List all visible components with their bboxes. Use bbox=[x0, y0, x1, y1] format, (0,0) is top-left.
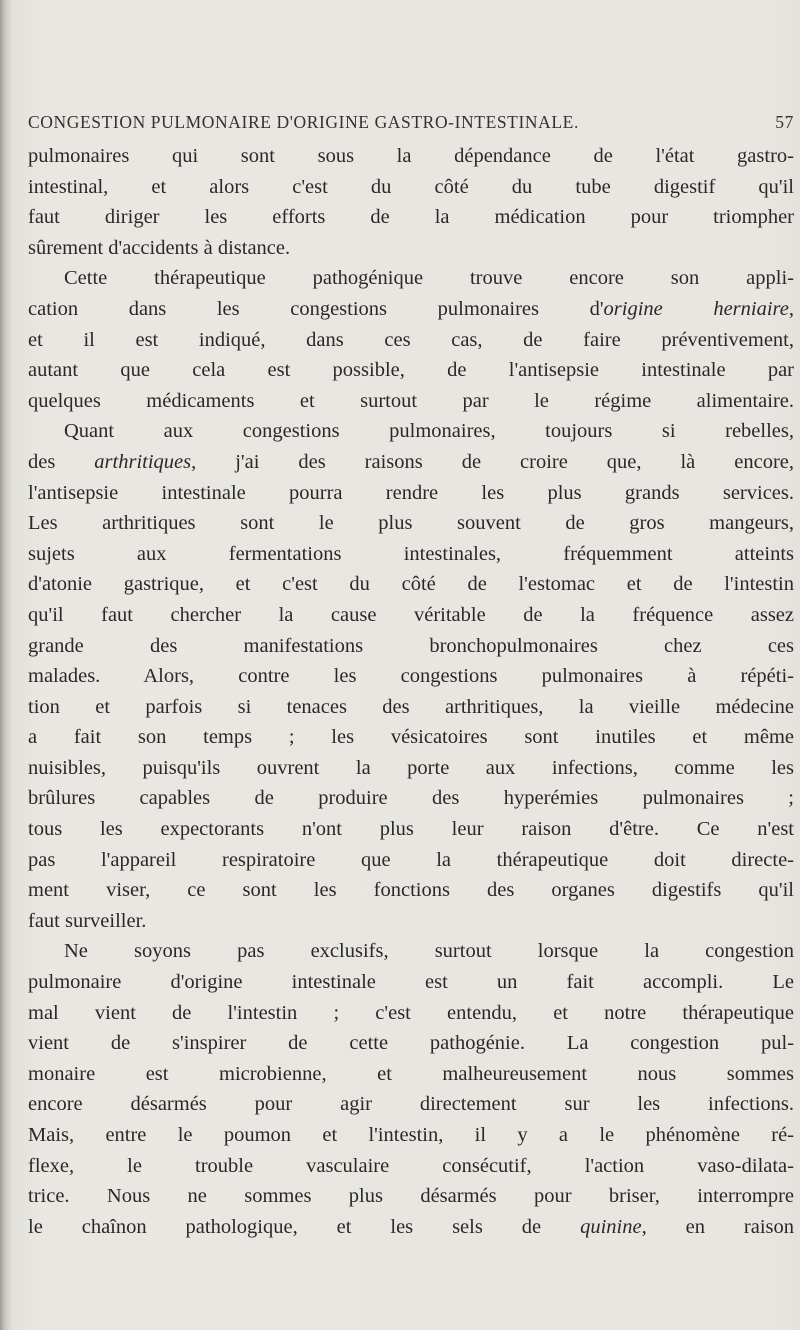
text-line: Ne soyons pas exclusifs, surtout lorsque la congestion bbox=[64, 940, 794, 963]
text-line: vient de s'inspirer de cette pathogénie. La congestion pul- bbox=[28, 1032, 794, 1055]
text-line: intestinal, et alors c'est du côté du tube digestif qu'il bbox=[28, 175, 794, 198]
text-line: grande des manifestations bronchopulmonaires chez ces bbox=[28, 634, 794, 657]
text-line: Les arthritiques sont le plus souvent de gros mangeurs, bbox=[28, 512, 794, 535]
text-line bbox=[28, 1212, 794, 1243]
text-line bbox=[28, 447, 794, 478]
text-line: pas l'appareil respiratoire que la thérapeutique doit directe- bbox=[28, 848, 794, 871]
text-line: pulmonaire d'origine intestinale est un fait accompli. Le bbox=[28, 971, 794, 994]
text-segment: , en raison bbox=[641, 1215, 794, 1238]
text-line: Mais, entre le poumon et l'intestin, il y a le phénomène ré- bbox=[28, 1124, 794, 1146]
page-number: 57 bbox=[775, 112, 794, 132]
text-segment: des bbox=[28, 450, 95, 473]
italic-term: arthritiques bbox=[94, 450, 192, 473]
text-line: nuisibles, puisqu'ils ouvrent la porte aux infections, comme les bbox=[28, 756, 794, 779]
text-line: monaire est microbienne, et malheureusement nous sommes bbox=[28, 1062, 794, 1085]
text-line: mal vient de l'intestin ; c'est entendu, et notre thérapeutique bbox=[28, 1001, 794, 1024]
text-segment: le chaînon pathologique, et les sels de bbox=[28, 1215, 581, 1238]
text-line: l'antisepsie intestinale pourra rendre les plus grands services. bbox=[28, 481, 794, 504]
text-line: tion et parfois si tenaces des arthritiques, la vieille médecine bbox=[28, 695, 794, 718]
text-line: Quant aux congestions pulmonaires, toujours si rebelles, bbox=[64, 420, 794, 443]
text-line: sûrement d'accidents à distance. bbox=[28, 236, 291, 259]
body-text bbox=[28, 141, 794, 1242]
text-line: qu'il faut chercher la cause véritable de la fréquence assez bbox=[28, 603, 794, 626]
text-line: a fait son temps ; les vésicatoires sont inutiles et même bbox=[28, 726, 794, 749]
italic-term: origine herniaire bbox=[603, 297, 789, 320]
text-line: faut surveiller. bbox=[28, 909, 147, 932]
text-segment: , bbox=[788, 297, 794, 320]
text-line: autant que cela est possible, de l'antisepsie intestinale par bbox=[28, 359, 794, 382]
text-line: quelques médicaments et surtout par le régime alimentaire. bbox=[28, 389, 794, 412]
text-line: et il est indiqué, dans ces cas, de faire préventivement, bbox=[28, 328, 794, 351]
text-line: sujets aux fermentations intestinales, fréquemment atteints bbox=[28, 542, 794, 565]
text-segment: cation dans les congestions pulmonaires d' bbox=[28, 297, 604, 320]
text-line: trice. Nous ne sommes plus désarmés pour briser, interrompre bbox=[28, 1185, 794, 1208]
text-line: tous les expectorants n'ont plus leur raison d'être. Ce n'est bbox=[28, 818, 794, 841]
text-line: flexe, le trouble vasculaire consécutif, l'action vaso-dilata- bbox=[28, 1154, 794, 1177]
text-segment: , j'ai des raisons de croire que, là encore, bbox=[191, 450, 794, 473]
running-header bbox=[28, 112, 794, 138]
text-line: d'atonie gastrique, et c'est du côté de l'estomac et de l'intestin bbox=[28, 573, 794, 596]
text-line bbox=[28, 294, 794, 325]
text-line: malades. Alors, contre les congestions pulmonaires à répéti- bbox=[28, 665, 794, 688]
text-line: faut diriger les efforts de la médication pour triompher bbox=[28, 206, 794, 229]
text-line: pulmonaires qui sont sous la dépendance de l'état gastro- bbox=[28, 145, 794, 167]
text-line: encore désarmés pour agir directement sur les infections. bbox=[28, 1093, 794, 1116]
text-line: brûlures capables de produire des hyperémies pulmonaires ; bbox=[28, 787, 794, 810]
italic-term: quinine bbox=[580, 1215, 642, 1238]
text-line: Cette thérapeutique pathogénique trouve encore son appli- bbox=[64, 267, 794, 290]
running-title: CONGESTION PULMONAIRE D'ORIGINE GASTRO-INTESTINALE. bbox=[28, 112, 579, 132]
text-line: ment viser, ce sont les fonctions des organes digestifs qu'il bbox=[28, 879, 794, 902]
binding-shadow bbox=[0, 0, 12, 1330]
